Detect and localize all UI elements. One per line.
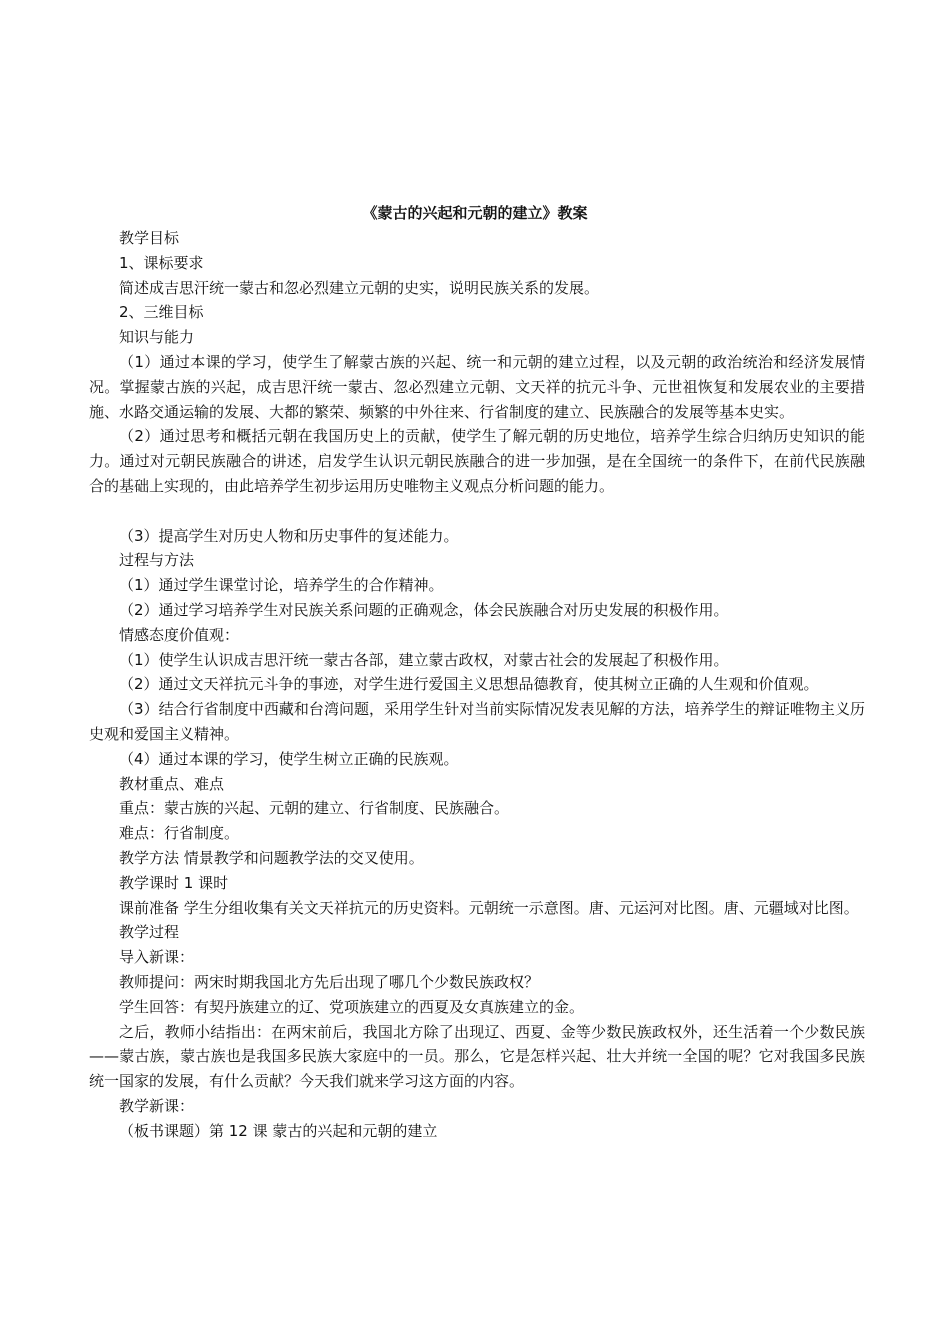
- paragraph-lesson-title: （板书课题）第 12 课 蒙古的兴起和元朝的建立: [119, 1121, 438, 1140]
- paragraph-emotion-1: （1）使学生认识成吉思汗统一蒙古各部，建立蒙古政权，对蒙古社会的发展起了积极作用。: [119, 650, 729, 669]
- heading-three-dimensional-goals: 2、三维目标: [119, 303, 204, 322]
- paragraph-preparation: 课前准备 学生分组收集有关文天祥抗元的历史资料。元朝统一示意图。唐、元运河对比图。唐、元疆域对比图。: [119, 898, 859, 917]
- paragraph-knowledge-3: （3）提高学生对历史人物和历史事件的复述能力。: [119, 526, 459, 545]
- heading-process-method: 过程与方法: [119, 551, 195, 570]
- paragraph-teacher-summary: 之后，教师小结指出：在两宋前后，我国北方除了出现辽、西夏、金等少数民族政权外，还生活着一个少数民族——蒙古族，蒙古族也是我国多民族大家庭中的一员。那么，它是怎样兴起、壮大并统一全国的呢？它对我国多民族统一国家的发展，有什么贡献？今天我们就来学习这方面的内容。: [89, 1022, 865, 1091]
- paragraph-student-answer: 学生回答：有契丹族建立的辽、党项族建立的西夏及女真族建立的金。: [119, 997, 585, 1016]
- heading-key-difficult-points: 教材重点、难点: [119, 774, 225, 793]
- paragraph-key-points: 重点：蒙古族的兴起、元朝的建立、行省制度、民族融合。: [119, 799, 510, 818]
- paragraph-process-2: （2）通过学习培养学生对民族关系问题的正确观念，体会民族融合对历史发展的积极作用。: [119, 600, 729, 619]
- heading-emotion-values: 情感态度价值观：: [119, 625, 240, 644]
- document-body: [89, 226, 865, 1143]
- blank-line: [89, 499, 865, 524]
- paragraph-process-1: （1）通过学生课堂讨论，培养学生的合作精神。: [119, 576, 444, 595]
- heading-knowledge-ability: 知识与能力: [119, 328, 195, 347]
- paragraph-emotion-4: （4）通过本课的学习，使学生树立正确的民族观。: [119, 749, 459, 768]
- heading-teaching-goals: 教学目标: [119, 229, 180, 247]
- paragraph-knowledge-2: （2）通过思考和概括元朝在我国历史上的贡献，使学生了解元朝的历史地位，培养学生综合归纳历史知识的能力。通过对元朝民族融合的讲述，启发学生认识元朝民族融合的进一步加强，是在全国统一的条件下，在前代民族融合的基础上实现的，由此培养学生初步运用历史唯物主义观点分析问题的能力。: [89, 427, 865, 495]
- paragraph-teacher-question: 教师提问：两宋时期我国北方先后出现了哪几个少数民族政权？: [119, 972, 540, 991]
- paragraph-class-hours: 教学课时 1 课时: [119, 873, 229, 892]
- paragraph-curriculum-text: 简述成吉思汗统一蒙古和忽必烈建立元朝的史实，说明民族关系的发展。: [119, 278, 600, 297]
- paragraph-emotion-3: （3）结合行省制度中西藏和台湾问题，采用学生针对当前实际情况发表见解的方法，培养学生的辩证唯物主义历史观和爱国主义精神。: [89, 700, 865, 743]
- heading-teaching-process: 教学过程: [119, 923, 180, 942]
- document-title: 《蒙古的兴起和元朝的建立》教案: [362, 204, 588, 222]
- paragraph-emotion-2: （2）通过文天祥抗元斗争的事迹，对学生进行爱国主义思想品德教育，使其树立正确的人生观和价值观。: [119, 675, 819, 694]
- paragraph-difficult-points: 难点：行省制度。: [119, 824, 240, 843]
- paragraph-knowledge-1: （1）通过本课的学习，使学生了解蒙古族的兴起、统一和元朝的建立过程，以及元朝的政治统治和经济发展情况。掌握蒙古族的兴起，成吉思汗统一蒙古、忽必烈建立元朝、文天祥的抗元斗争、元世祖恢复和发展农业的主要措施、水路交通运输的发展、大都的繁荣、频繁的中外往来、行省制度的建立、民族融合的发展等基本史实。: [89, 352, 865, 421]
- paragraph-teaching-method: 教学方法 情景教学和问题教学法的交叉使用。: [119, 848, 424, 867]
- heading-introduction: 导入新课：: [119, 948, 195, 967]
- heading-new-lesson: 教学新课：: [119, 1096, 195, 1115]
- heading-curriculum-standard: 1、课标要求: [119, 253, 204, 272]
